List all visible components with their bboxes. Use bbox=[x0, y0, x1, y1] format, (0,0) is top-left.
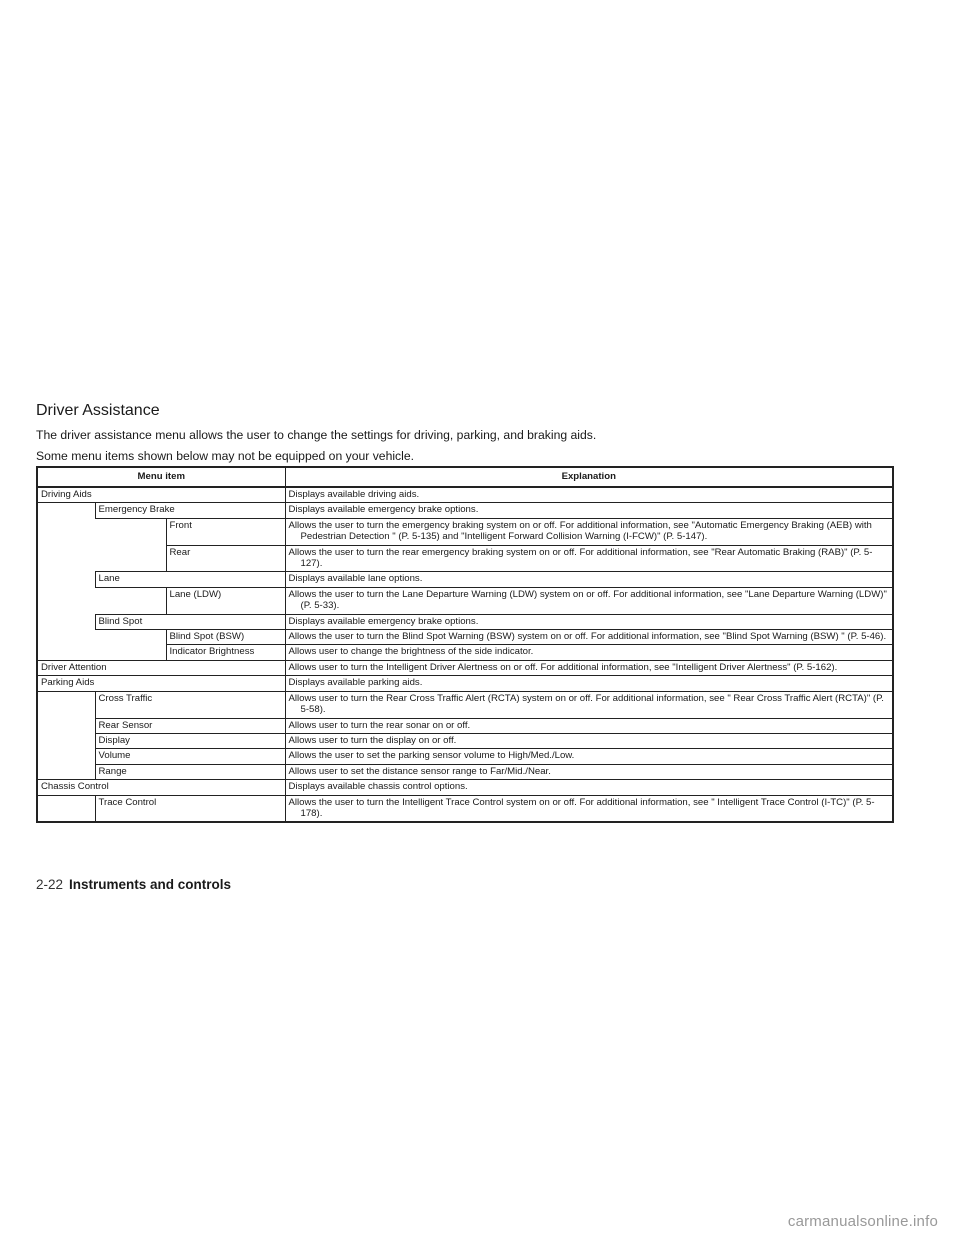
table-row bbox=[37, 545, 893, 572]
explanation-cell bbox=[285, 764, 893, 779]
explanation-text: Allows the user to turn the Intelligent Trace Control system on or off. For additional information, see " Intelligent Trace Control (I-TC)" (P. 5-178). bbox=[288, 796, 875, 819]
indent-cell bbox=[37, 733, 95, 748]
explanation-text: Allows the user to turn the Blind Spot Warning (BSW) system on or off. For additional information, see "Blind Spot Warning (BSW) " (P. 5-46). bbox=[288, 631, 887, 643]
indent-cell bbox=[37, 718, 95, 733]
menu-item-cell: Emergency Brake bbox=[95, 503, 285, 518]
table-row bbox=[37, 718, 893, 733]
menu-item-cell: Driving Aids bbox=[37, 487, 285, 503]
table-row bbox=[37, 518, 893, 545]
explanation-text: Allows user to set the distance sensor range to Far/Mid./Near. bbox=[288, 765, 551, 777]
table-row bbox=[37, 764, 893, 779]
explanation-cell bbox=[285, 676, 893, 691]
explanation-cell bbox=[285, 780, 893, 795]
explanation-text: Displays available lane options. bbox=[288, 573, 423, 585]
menu-item-cell: Lane (LDW) bbox=[166, 587, 285, 614]
menu-item-cell: Trace Control bbox=[95, 795, 285, 822]
table-row bbox=[37, 645, 893, 660]
table-body bbox=[37, 487, 893, 822]
indent-cell bbox=[37, 630, 95, 645]
explanation-text: Displays available driving aids. bbox=[288, 489, 420, 500]
indent-cell bbox=[37, 545, 95, 572]
table-row bbox=[37, 780, 893, 795]
menu-item-cell: Volume bbox=[95, 749, 285, 764]
explanation-text: Displays available emergency brake options. bbox=[288, 615, 479, 627]
table-row bbox=[37, 630, 893, 645]
table-row bbox=[37, 676, 893, 691]
page-footer bbox=[36, 877, 231, 892]
table-header-row bbox=[37, 467, 893, 487]
page-number: 2-22 bbox=[36, 877, 64, 892]
driver-assistance-menu-table bbox=[36, 466, 894, 823]
indent-cell bbox=[37, 572, 95, 587]
menu-item-cell: Rear bbox=[166, 545, 285, 572]
indent-cell bbox=[37, 645, 95, 660]
menu-item-cell: Front bbox=[166, 518, 285, 545]
menu-item-cell: Display bbox=[95, 733, 285, 748]
table-row bbox=[37, 733, 893, 748]
indent-cell bbox=[37, 795, 95, 822]
indent-cell bbox=[95, 587, 166, 614]
menu-item-cell: Chassis Control bbox=[37, 780, 285, 795]
indent-cell bbox=[37, 614, 95, 629]
indent-cell bbox=[95, 630, 166, 645]
explanation-cell bbox=[285, 518, 893, 545]
explanation-cell bbox=[285, 487, 893, 503]
explanation-cell bbox=[285, 660, 893, 675]
table-row bbox=[37, 795, 893, 822]
table-row bbox=[37, 487, 893, 503]
explanation-text: Allows the user to set the parking sensor volume to High/Med./Low. bbox=[288, 750, 575, 762]
indent-cell bbox=[95, 645, 166, 660]
explanation-cell bbox=[285, 718, 893, 733]
explanation-text: Allows user to turn the display on or off. bbox=[288, 734, 457, 746]
menu-item-cell: Blind Spot bbox=[95, 614, 285, 629]
header-explanation: Explanation bbox=[285, 467, 893, 487]
menu-item-cell: Driver Attention bbox=[37, 660, 285, 675]
table-row bbox=[37, 691, 893, 718]
explanation-text: Displays available chassis control options. bbox=[288, 781, 468, 793]
explanation-text: Allows the user to turn the rear emergency braking system on or off. For additional information, see "Rear Automatic Braking (RAB)" (P. 5-127). bbox=[288, 546, 873, 570]
section-intro: The driver assistance menu allows the user to change the settings for driving, parking, and braking aids. bbox=[36, 428, 597, 442]
explanation-cell bbox=[285, 691, 893, 718]
menu-item-cell: Parking Aids bbox=[37, 676, 285, 691]
menu-item-cell: Lane bbox=[95, 572, 285, 587]
explanation-text: Allows user to turn the rear sonar on or off. bbox=[288, 719, 471, 731]
explanation-cell bbox=[285, 503, 893, 518]
explanation-cell bbox=[285, 587, 893, 614]
indent-cell bbox=[37, 764, 95, 779]
menu-item-cell: Range bbox=[95, 764, 285, 779]
explanation-text: Allows user to turn the Rear Cross Traffic Alert (RCTA) system on or off. For additional information, see " Rear Cross Traffic Alert (RCTA)" (P. 5-58). bbox=[288, 692, 884, 716]
explanation-text: Allows the user to turn the Lane Departure Warning (LDW) system on or off. For additional information, see "Lane Departure Warning (LDW)" (P. 5-33). bbox=[288, 588, 887, 612]
explanation-cell bbox=[285, 614, 893, 629]
explanation-text: Displays available emergency brake options. bbox=[288, 504, 479, 516]
indent-cell bbox=[37, 587, 95, 614]
explanation-cell bbox=[285, 795, 893, 822]
menu-item-cell: Rear Sensor bbox=[95, 718, 285, 733]
equipment-note: Some menu items shown below may not be equipped on your vehicle. bbox=[36, 449, 415, 463]
explanation-cell bbox=[285, 572, 893, 587]
indent-cell bbox=[95, 518, 166, 545]
menu-item-cell: Cross Traffic bbox=[95, 691, 285, 718]
section-title: Driver Assistance bbox=[36, 402, 160, 419]
table-row bbox=[37, 660, 893, 675]
table-row bbox=[37, 503, 893, 518]
indent-cell bbox=[37, 518, 95, 545]
explanation-text: Displays available parking aids. bbox=[288, 677, 423, 689]
table-row bbox=[37, 614, 893, 629]
indent-cell bbox=[37, 749, 95, 764]
explanation-text: Allows the user to turn the emergency braking system on or off. For additional information, see "Automatic Emergency Braking (AEB) with Pedestrian Detection " (P. 5-135) and "Intelligent Forward Collision Warning (I-FCW)" (P. 5-147). bbox=[288, 519, 872, 543]
table-row bbox=[37, 572, 893, 587]
explanation-text: Allows user to change the brightness of the side indicator. bbox=[288, 646, 534, 658]
footer-section-title: Instruments and controls bbox=[69, 877, 232, 892]
explanation-cell bbox=[285, 733, 893, 748]
indent-cell bbox=[37, 503, 95, 518]
explanation-text: Allows user to turn the Intelligent Driver Alertness on or off. For additional information, see "Intelligent Driver Alertness" (P. 5-162). bbox=[288, 661, 838, 673]
explanation-cell bbox=[285, 749, 893, 764]
header-menu-item: Menu item bbox=[37, 467, 285, 487]
explanation-cell bbox=[285, 545, 893, 572]
menu-item-cell: Indicator Brightness bbox=[166, 645, 285, 660]
menu-item-cell: Blind Spot (BSW) bbox=[166, 630, 285, 645]
table-row bbox=[37, 587, 893, 614]
explanation-cell bbox=[285, 645, 893, 660]
table-row bbox=[37, 749, 893, 764]
watermark: carmanualsonline.info bbox=[787, 1213, 938, 1230]
indent-cell bbox=[37, 691, 95, 718]
explanation-cell bbox=[285, 630, 893, 645]
indent-cell bbox=[95, 545, 166, 572]
